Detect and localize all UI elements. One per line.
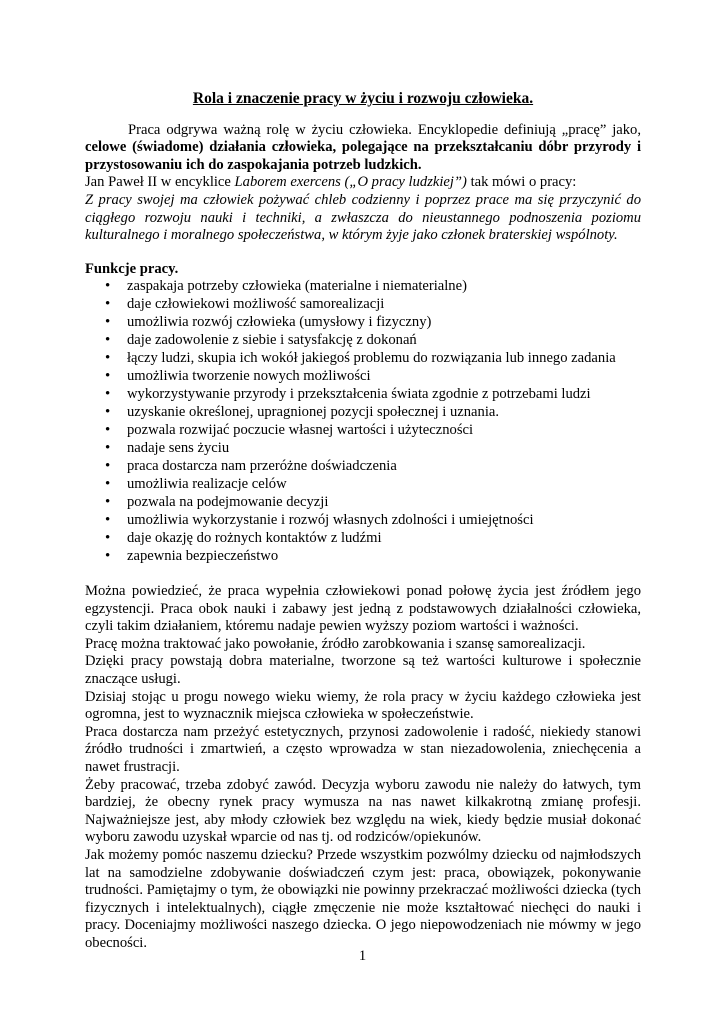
list-item: • uzyskanie określonej, upragnionej pozycji społecznej i uznania. bbox=[127, 404, 641, 422]
list-item: • zapewnia bezpieczeństwo bbox=[127, 548, 641, 566]
encyclical-quote: Z pracy swojej ma człowiek pożywać chleb codzienny i poprzez prace ma się przyczynić do ciągłego rozwoju nauki i techniki, a zwłaszcza do nieustannego podnoszenia poziomu kulturalnego i moralnego społeczeństwa, w którym żyje jako członek braterskiej wspólnoty. bbox=[85, 191, 641, 244]
list-item: • praca dostarcza nam przeróżne doświadczenia bbox=[127, 458, 641, 476]
body-paragraph: Jak możemy pomóc naszemu dziecku? Przede wszystkim pozwólmy dziecku od najmłodszych lat na samodzielne zdobywanie doświadczeń czym jest: praca, obowiązek, pokonywanie trudności. Pamiętajmy o tym, że obowiązki nie powinny przekraczać możliwości dziecka (tych fizycznych i intelektualnych), ciągłe zmęczenie nie może kształtować niechęci do nauki i pracy. Doceniajmy możliwości naszego dziecka. O jego niepowodzeniach nie mówmy w jego obecności. bbox=[85, 847, 641, 951]
intro-definition: celowe (świadome) działania człowieka, polegające na przekształcaniu dóbr przyrody i przystosowaniu ich do zaspokajania potrzeb ludzkich. bbox=[85, 139, 641, 173]
list-item: • umożliwia tworzenie nowych możliwości bbox=[127, 368, 641, 386]
list-item: • umożliwia wykorzystanie i rozwój własnych zdolności i umiejętności bbox=[127, 512, 641, 530]
list-item: • wykorzystywanie przyrody i przekształcenia świata zgodnie z potrzebami ludzi bbox=[127, 386, 641, 404]
intro-text: Praca odgrywa ważną rolę w życiu człowieka. Encyklopedie definiują „pracę” jako, bbox=[128, 121, 641, 138]
page-number: 1 bbox=[358, 948, 367, 964]
encyclical-title: Laborem exercens („O pracy ludzkiej”) bbox=[234, 174, 467, 191]
encyclical-before: Jan Paweł II w encyklice bbox=[85, 174, 231, 191]
list-item: • daje okazję do rożnych kontaktów z ludźmi bbox=[127, 530, 641, 548]
functions-heading: Funkcje pracy. bbox=[85, 260, 179, 277]
list-item: • zaspakaja potrzeby człowieka (materialne i niematerialne) bbox=[127, 278, 641, 296]
section-spacer bbox=[85, 566, 641, 583]
body-paragraph: Pracę można traktować jako powołanie, źródło zarobkowania i szansę samorealizacji. bbox=[85, 635, 586, 652]
page-title: Rola i znaczenie pracy w życiu i rozwoju człowieka. bbox=[192, 90, 534, 107]
body-paragraph: Dzisiaj stojąc u progu nowego wieku wiemy, że rola pracy w życiu każdego człowieka jest ogromna, jest to wyznacznik miejsca człowieka w społeczeństwie. bbox=[85, 688, 641, 723]
list-item: • pozwala rozwijać poczucie własnej wartości i użyteczności bbox=[127, 422, 641, 440]
encyclical-after: tak mówi o pracy: bbox=[470, 174, 577, 191]
encyclical-line bbox=[85, 174, 641, 192]
body-paragraph: Praca dostarcza nam przeżyć estetycznych, przynosi zadowolenie i radość, niekiedy stanowi źródło trudności i zmartwień, a często wprowadza w stan niezadowolenia, zniechęcenia a nawet frustracji. bbox=[85, 723, 641, 776]
document-page bbox=[85, 80, 641, 953]
list-item: • umożliwia realizacje celów bbox=[127, 476, 641, 494]
list-item: • daje zadowolenie z siebie i satysfakcję z dokonań bbox=[127, 332, 641, 350]
list-item: • nadaje sens życiu bbox=[127, 440, 641, 458]
body-paragraph: Dzięki pracy powstają dobra materialne, tworzone są też wartości kulturowe i społecznie znaczące usługi. bbox=[85, 653, 641, 688]
list-item: • umożliwia rozwój człowieka (umysłowy i fizyczny) bbox=[127, 314, 641, 332]
list-item: • pozwala na podejmowanie decyzji bbox=[127, 494, 641, 512]
body-paragraph: Można powiedzieć, że praca wypełnia człowiekowi ponad połowę życia jest źródłem jego egzystencji. Praca obok nauki i zabawy jest jedną z podstawowych działalności człowieka, czyli takim działaniem, któremu nadaje pewien wyższy poziom wartości i ważności. bbox=[85, 583, 641, 635]
functions-list bbox=[85, 278, 641, 565]
intro-paragraph bbox=[85, 122, 641, 175]
body-paragraph: Żeby pracować, trzeba zdobyć zawód. Decyzja wyboru zawodu nie należy do łatwych, tym bardziej, że obecny rynek pracy wymusza na nas nawet kilkakrotną zmianę profesji. Najważniejsze jest, aby młody człowiek bez względu na wiek, kiedy będzie musiał dokonać wyboru zawodu uzyskał wparcie od nas tj. od rodziców/opiekunów. bbox=[85, 776, 641, 846]
list-item: • daje człowiekowi możliwość samorealizacji bbox=[127, 296, 641, 314]
list-item: • łączy ludzi, skupia ich wokół jakiegoś problemu do rozwiązania lub innego zadania bbox=[127, 350, 641, 368]
